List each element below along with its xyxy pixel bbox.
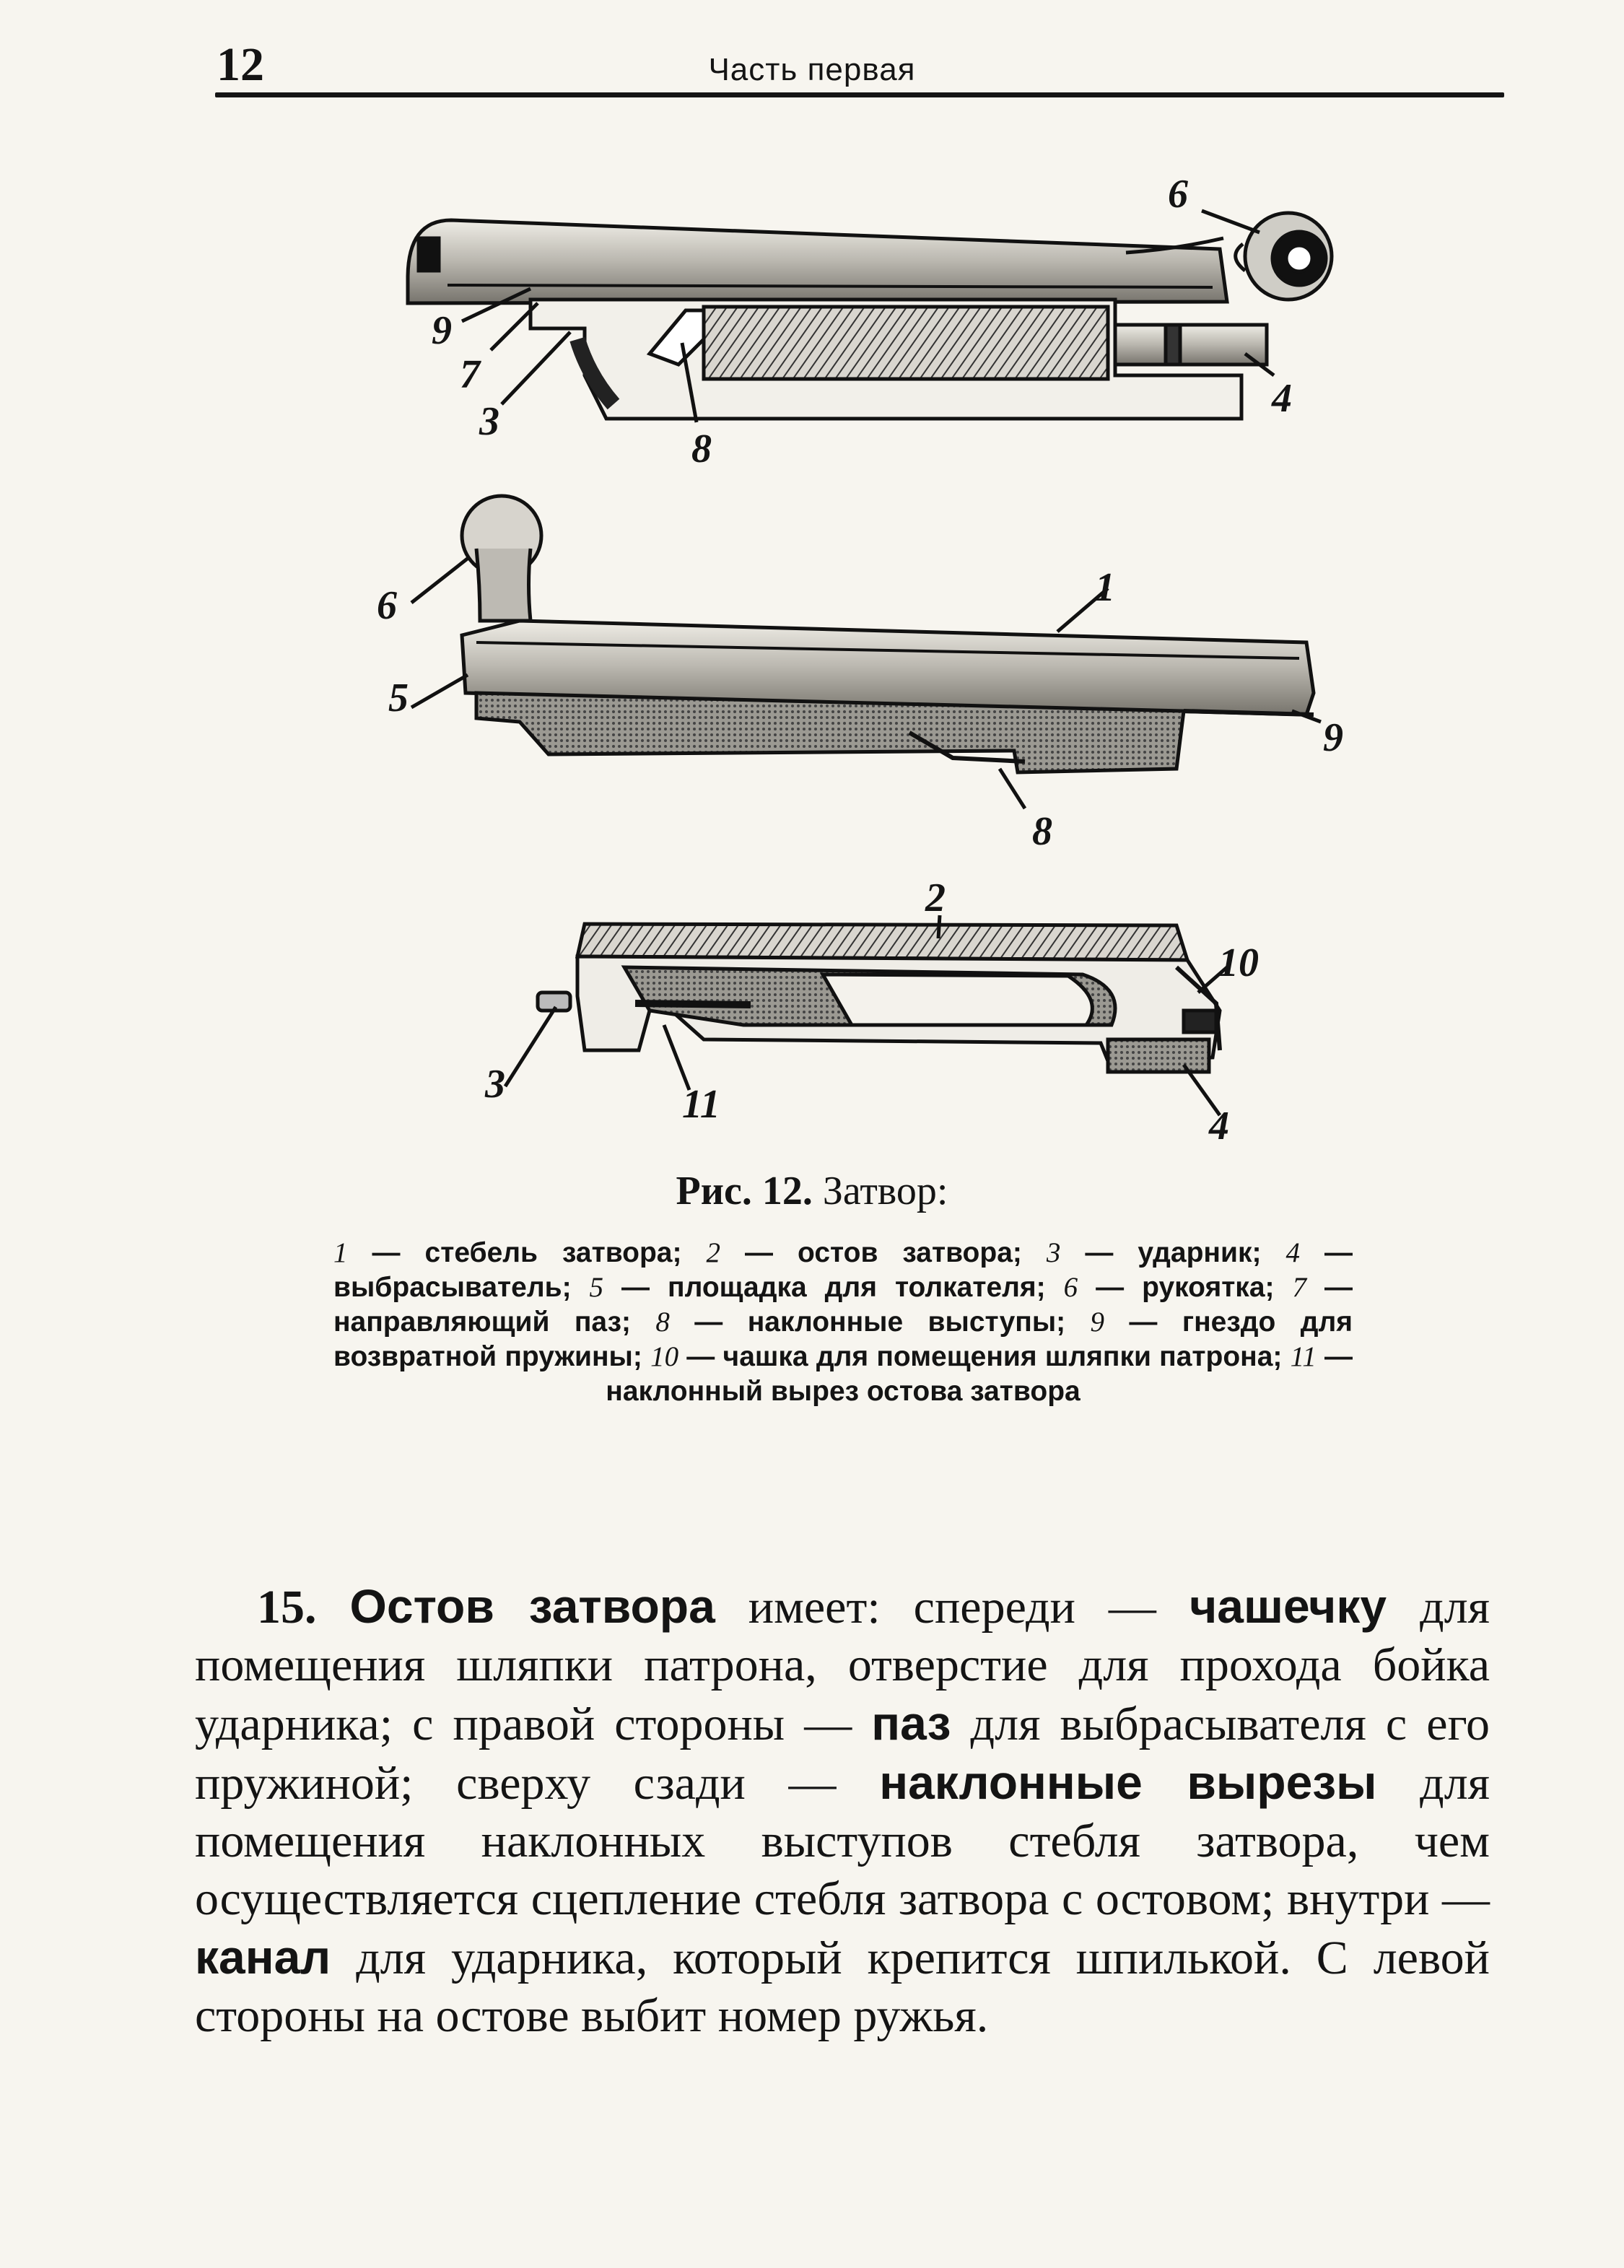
top-view — [408, 211, 1332, 422]
legend-text: выбрасыватель; — [333, 1272, 572, 1303]
figure-legend: 1 — стебель затвора; 2 — остов затвора; 3 — ударник; 4 — выбрасыватель; 5 — площадка для толкателя; 6 — рукоятка; 7 — направляющий паз; 8 — наклонные выступы; 9 — гнездо для возвратной пружины; 10 — чашка для помещения шляпки патрона; 11 — наклонный вырез остова затвора — [333, 1237, 1353, 1407]
term-groove: паз — [871, 1696, 951, 1750]
label-9: 9 — [1323, 715, 1343, 760]
paragraph-text: для помещения шляпки патрона, отверстие для прохода бойка ударника; с правой стороны — — [195, 1581, 1490, 1750]
label-6: 6 — [377, 583, 397, 628]
legend-number: 4 — [1285, 1237, 1300, 1268]
legend-number: 5 — [589, 1272, 604, 1303]
legend-text: наклонный вырез остова затвора — [606, 1376, 1081, 1407]
label-3: 3 — [485, 1062, 505, 1107]
label-4: 4 — [1272, 376, 1292, 421]
label-3: 3 — [479, 399, 499, 444]
figure-number: Рис. 12. — [676, 1169, 813, 1213]
label-2: 2 — [925, 876, 946, 920]
legend-text: стебель затвора; — [424, 1237, 682, 1268]
figure-title: Затвор: — [822, 1169, 948, 1213]
legend-text: направляющий паз; — [333, 1307, 631, 1338]
legend-number: 2 — [706, 1237, 720, 1268]
legend-number: 9 — [1090, 1307, 1105, 1338]
label-8: 8 — [691, 427, 712, 471]
legend-text: площадка для толкателя; — [668, 1272, 1046, 1303]
bolt-body-view — [505, 915, 1227, 1115]
figure-caption-title — [0, 1168, 1624, 1214]
side-view — [411, 496, 1321, 808]
legend-number: 8 — [655, 1307, 670, 1338]
paragraph-text: для ударника, который крепится шпилькой. С левой стороны на остове выбит номер ружья. — [195, 1932, 1490, 2042]
label-6: 6 — [1168, 172, 1188, 217]
paragraph-text: имеет: спереди — — [715, 1581, 1189, 1634]
section-number: 15. — [257, 1581, 317, 1634]
paragraph-text: для помещения наклонных выступов стебля затвора, чем осуществляется сцепление стебля затвора с остовом; внутри — — [195, 1757, 1490, 1925]
label-10: 10 — [1218, 941, 1259, 985]
legend-text: гнездо для возвратной пружины; — [333, 1307, 1353, 1372]
section-15-paragraph — [195, 1577, 1490, 2045]
term-channel: канал — [195, 1930, 331, 1984]
legend-number: 7 — [1292, 1272, 1306, 1303]
running-title: Часть первая — [708, 52, 916, 87]
legend-number: 3 — [1046, 1237, 1061, 1268]
term-cup: чашечку — [1189, 1579, 1387, 1633]
label-8: 8 — [1032, 809, 1052, 854]
label-7: 7 — [460, 352, 480, 397]
legend-number: 10 — [650, 1341, 679, 1372]
legend-text: наклонные выступы; — [747, 1307, 1066, 1338]
legend-text: ударник; — [1138, 1237, 1262, 1268]
legend-number: 1 — [333, 1237, 348, 1268]
legend-text: чашка для помещения шляпки патрона; — [722, 1341, 1283, 1372]
label-1: 1 — [1095, 565, 1115, 610]
label-11: 11 — [682, 1082, 720, 1127]
page-number: 12 — [217, 38, 264, 91]
legend-text: рукоятка; — [1142, 1272, 1275, 1303]
term-bolt-body: Остов затвора — [349, 1579, 715, 1633]
label-9: 9 — [432, 308, 452, 353]
legend-number: 6 — [1063, 1272, 1078, 1303]
term-inclined-cuts: наклонные вырезы — [879, 1755, 1377, 1809]
label-4: 4 — [1209, 1104, 1229, 1148]
legend-number: 11 — [1290, 1341, 1317, 1372]
label-5: 5 — [388, 676, 409, 720]
legend-text: остов затвора; — [798, 1237, 1022, 1268]
paragraph-text: для выбрасывателя с его пружиной; сверху сзади — — [195, 1698, 1490, 1810]
